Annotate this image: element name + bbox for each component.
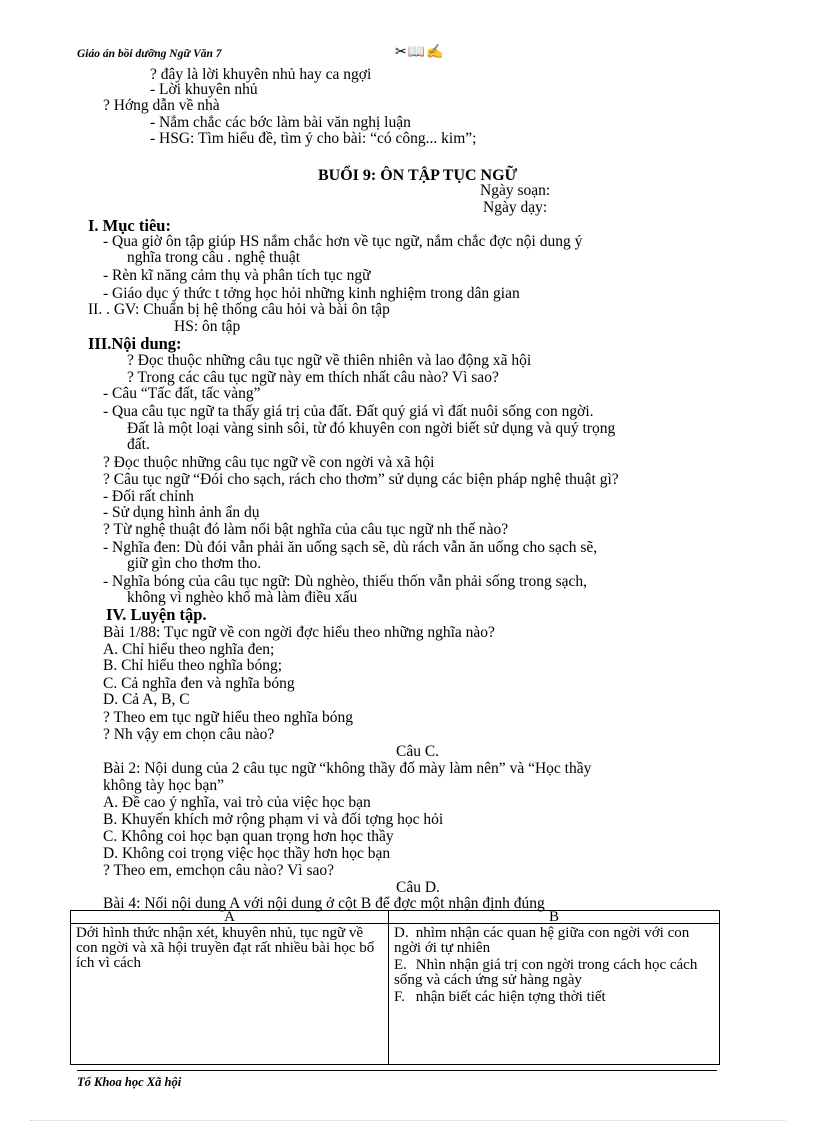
matching-table	[70, 910, 720, 1065]
section-heading: I. Mục tiêu:	[88, 216, 171, 235]
text-line: - Nghĩa bóng của câu tục ngữ: Dù nghèo, thiếu thốn vẫn phải sống trong sạch,	[103, 573, 588, 590]
text-line: không tày học bạn”	[103, 777, 224, 794]
text-line: ? Từ nghệ thuật đó làm nổi bật nghĩa của câu tục ngữ nh thế nào?	[103, 521, 509, 538]
option-item: D. nhìm nhận các quan hệ giữa con ngời với con ngời ới tự nhiên	[394, 925, 690, 956]
page-edge-divider	[30, 1120, 786, 1121]
answer-label: Câu C.	[396, 743, 440, 760]
option-item: E. Nhìn nhận giá trị con ngời trong cách học cách sống và cách ứng sử hàng ngày	[394, 957, 698, 988]
text-line: C. Không coi học bạn quan trọng hơn học thầy	[103, 828, 394, 845]
section-heading: IV. Luyện tập.	[106, 605, 207, 624]
answer-label: Câu D.	[396, 879, 440, 896]
text-line: Bài 4: Nối nội dung A với nội dung ở cột B để đợc một nhận định đúng	[103, 895, 545, 912]
page-header	[77, 45, 717, 68]
text-line: - Qua giờ ôn tập giúp HS nắm chắc hơn về tục ngữ, nắm chắc đợc nội dung ý	[103, 233, 583, 250]
text-line: Bài 2: Nội dung của 2 câu tục ngữ “không thầy đố mày làm nên” và “Học thầy	[103, 760, 592, 777]
text-line: B. Chỉ hiểu theo nghĩa bóng;	[103, 657, 283, 674]
text-line: Đất là một loại vàng sinh sôi, từ đó khuyên con ngời biết sử dụng và quý trọng	[127, 420, 616, 437]
text-line: B. Khuyến khích mở rộng phạm vi và đối tợng học hỏi	[103, 811, 444, 828]
text-line: ? Trong các câu tục ngữ này em thích nhất câu nào? Vì sao?	[127, 369, 499, 386]
text-line: ? đây là lời khuyên nhủ hay ca ngợi	[150, 66, 372, 83]
text-line: - Giáo dục ý thức t tởng học hỏi những kinh nghiệm trong dân gian	[103, 285, 520, 302]
text-line: HS: ôn tập	[174, 318, 241, 335]
text-line: II. . GV: Chuẩn bị hệ thống câu hỏi và bài ôn tập	[88, 301, 390, 318]
text-line: - Đối rất chỉnh	[103, 488, 194, 505]
text-line: đất.	[127, 436, 150, 453]
text-line: - Lời khuyên nhủ	[150, 81, 258, 98]
section-heading: III.Nội dung:	[88, 334, 182, 353]
book-ornament-icon: ✂📖✍	[395, 45, 445, 60]
lesson-title: BUỔI 9: ÔN TẬP TỤC NGỮ	[318, 167, 518, 184]
date-taught-label: Ngày dạy:	[483, 199, 548, 216]
text-line: - Sử dụng hình ảnh ẩn dụ	[103, 504, 260, 521]
text-line: - Rèn kĩ năng cảm thụ và phân tích tục ngữ	[103, 267, 371, 284]
text-line: Bài 1/88: Tục ngữ về con ngời đợc hiểu theo những nghĩa nào?	[103, 624, 495, 641]
header-title: Giáo án bồi dưỡng Ngữ Văn 7	[77, 48, 222, 60]
text-line: ? Nh vậy em chọn câu nào?	[103, 726, 275, 743]
text-line: - Câu “Tấc đất, tấc vàng”	[103, 385, 261, 402]
text-line: D. Không coi trọng việc học thầy hơn học bạn	[103, 845, 391, 862]
text-line: C. Cả nghĩa đen và nghĩa bóng	[103, 675, 295, 692]
footer-divider	[77, 1070, 717, 1071]
column-header-a: A	[71, 911, 389, 924]
text-line: - HSG: Tìm hiểu đề, tìm ý cho bài: “có công... kim”;	[150, 130, 477, 147]
column-header-b: B	[389, 911, 720, 924]
text-line: D. Cả A, B, C	[103, 691, 190, 708]
text-line: ? Hớng dẫn về nhà	[103, 97, 220, 114]
text-line: A. Chỉ hiểu theo nghĩa đen;	[103, 641, 275, 658]
text-line: ? Đọc thuộc những câu tục ngữ về con ngời và xã hội	[103, 454, 435, 471]
text-line: A. Đề cao ý nghĩa, vai trò của việc học bạn	[103, 794, 371, 811]
text-line: không vì nghèo khổ mà làm điều xấu	[127, 589, 358, 606]
text-line: - Qua câu tục ngữ ta thấy giá trị của đất. Đất quý giá vì đất nuôi sống con ngời.	[103, 403, 594, 420]
text-line: ? Câu tục ngữ “Đói cho sạch, rách cho thơm” sử dụng các biện pháp nghệ thuật gì?	[103, 471, 619, 488]
column-b-cell	[389, 924, 720, 1065]
text-line: - Nghĩa đen: Dù đói vẫn phải ăn uống sạch sẽ, dù rách vẫn ăn uống cho sạch sẽ,	[103, 539, 598, 556]
text-line: giữ gìn cho thơm tho.	[127, 555, 262, 572]
text-line: nghĩa trong câu . nghệ thuật	[127, 249, 301, 266]
text-line: - Nắm chắc các bớc làm bài văn nghị luận	[150, 114, 411, 131]
text-line: ? Đọc thuộc những câu tục ngữ về thiên nhiên và lao động xã hội	[127, 352, 532, 369]
page-footer: Tổ Khoa học Xã hội	[77, 1075, 182, 1089]
text-line: ? Theo em, emchọn câu nào? Vì sao?	[103, 862, 334, 879]
text-line: ? Theo em tục ngữ hiểu theo nghĩa bóng	[103, 709, 354, 726]
column-a-cell: Dới hình thức nhận xét, khuyên nhủ, tục ngữ về con ngời và xã hội truyền đạt rất nhiều bài học bổ ích vì cách	[71, 924, 389, 1065]
date-prepared-label: Ngày soạn:	[480, 182, 551, 199]
option-item: F. nhận biết các hiện tợng thời tiết	[394, 989, 606, 1005]
